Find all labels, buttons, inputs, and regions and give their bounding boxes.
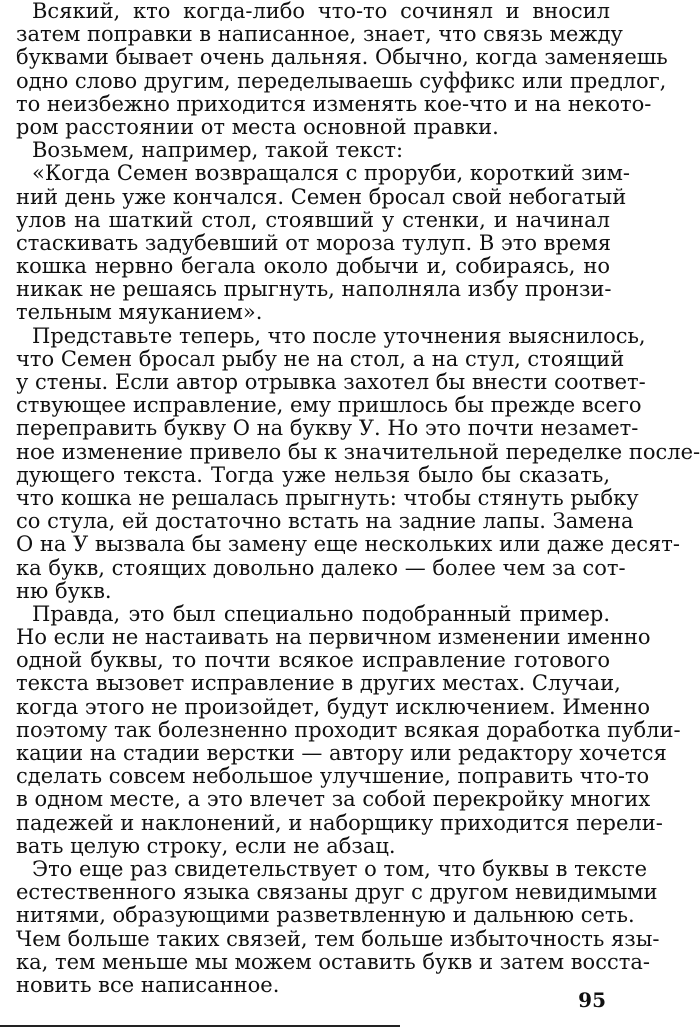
text-line: Это еще раз свидетельствует о том, что буквы в тексте bbox=[32, 856, 648, 881]
text-line: Возьмем, например, такой текст: bbox=[32, 138, 404, 163]
book-page-text bbox=[16, 0, 700, 997]
text-line: поэтому так болезненно проходит всякая доработка публи- bbox=[16, 717, 681, 742]
text-line: ром расстоянии от места основной правки. bbox=[16, 114, 499, 139]
paragraph bbox=[16, 139, 610, 162]
text-line: «Когда Семен возвращался с проруби, короткий зим- bbox=[32, 161, 631, 186]
text-line: одной буквы, то почти всякое исправление готового bbox=[16, 648, 610, 673]
paragraph bbox=[16, 0, 668, 139]
text-line: Но если не настаивать на первичном изменении именно bbox=[16, 625, 651, 650]
text-line: дующего текста. Тогда уже нельзя было бы сказать, bbox=[16, 462, 610, 487]
text-line: новить все написанное. bbox=[16, 972, 280, 997]
text-line: Всякий, кто когда-либо что-то сочинял и вносил bbox=[32, 0, 610, 23]
paragraph bbox=[16, 323, 700, 603]
text-line: кошка нервно бегала около добычи и, собираясь, но bbox=[16, 254, 610, 279]
paragraph bbox=[16, 161, 631, 325]
text-line: естественного языка связаны друг с другом невидимыми bbox=[16, 880, 658, 905]
text-line: Представьте теперь, что после уточнения выяснилось, bbox=[32, 323, 646, 348]
paragraph bbox=[16, 856, 660, 997]
text-line: ка, тем меньше мы можем оставить букв и затем восста- bbox=[16, 949, 650, 974]
text-line: кации на стадии верстки — автору или редактору хочется bbox=[16, 741, 667, 765]
page-number: 95 bbox=[578, 988, 606, 1012]
text-line: буквами бывает очень дальняя. Обычно, когда заменяешь bbox=[16, 45, 668, 70]
text-line: ний день уже кончался. Семен бросал свой небогатый bbox=[16, 184, 627, 209]
text-line: Правда, это был специально подобранный пример. bbox=[32, 601, 610, 626]
text-line: что кошка не решалась прыгнуть: чтобы стянуть рыбку bbox=[16, 485, 639, 510]
text-line: со стула, ей достаточно встать на задние лапы. Замена bbox=[16, 509, 634, 534]
text-line: стаскивать задубевший от мороза тулуп. В это время bbox=[16, 230, 611, 255]
text-line: улов на шаткий стол, стоявший у стенки, и начинал bbox=[16, 207, 610, 232]
text-line: переправить букву О на букву У. Но это почти незамет- bbox=[16, 416, 639, 441]
text-line: сделать совсем небольшое улучшение, поправить что-то bbox=[16, 764, 650, 789]
text-line: то неизбежно приходится изменять кое-что и на некото- bbox=[16, 91, 652, 116]
text-line: у стены. Если автор отрывка захотел бы внести соответ- bbox=[16, 370, 646, 394]
footer-rule bbox=[0, 1025, 400, 1027]
text-line: ствующее исправление, ему пришлось бы прежде всего bbox=[16, 393, 642, 418]
text-line: текста вызовет исправление в других местах. Случаи, bbox=[16, 671, 621, 696]
text-line: в одном месте, а это влечет за собой перекройку многих bbox=[16, 787, 651, 812]
text-line: одно слово другим, переделываешь суффикс или предлог, bbox=[16, 68, 667, 93]
text-line: нитями, образующими разветвленную и дальнюю сеть. bbox=[16, 903, 635, 928]
text-line: ка букв, стоящих довольно далеко — более чем за сот- bbox=[16, 555, 626, 580]
text-line: О на У вызвала бы замену еще нескольких или даже десят- bbox=[16, 532, 680, 557]
text-line: падежей и наклонений, и наборщику приходится перели- bbox=[16, 810, 663, 835]
text-line: ню букв. bbox=[16, 578, 112, 603]
text-line: Чем больше таких связей, тем больше избыточность язы- bbox=[16, 926, 660, 951]
text-line: что Семен бросал рыбу не на стол, а на стул, стоящий bbox=[16, 346, 625, 371]
text-line: тельным мяуканием». bbox=[16, 300, 263, 325]
text-line: вать целую строку, если не абзац. bbox=[16, 833, 396, 858]
paragraph bbox=[16, 601, 681, 858]
text-line: когда этого не произойдет, будут исключением. Именно bbox=[16, 694, 651, 719]
text-line: ное изменение привело бы к значительной переделке после- bbox=[16, 439, 700, 464]
text-line: затем поправки в написанное, знает, что связь между bbox=[16, 22, 623, 47]
text-line: никак не решаясь прыгнуть, наполняла избу пронзи- bbox=[16, 277, 612, 302]
